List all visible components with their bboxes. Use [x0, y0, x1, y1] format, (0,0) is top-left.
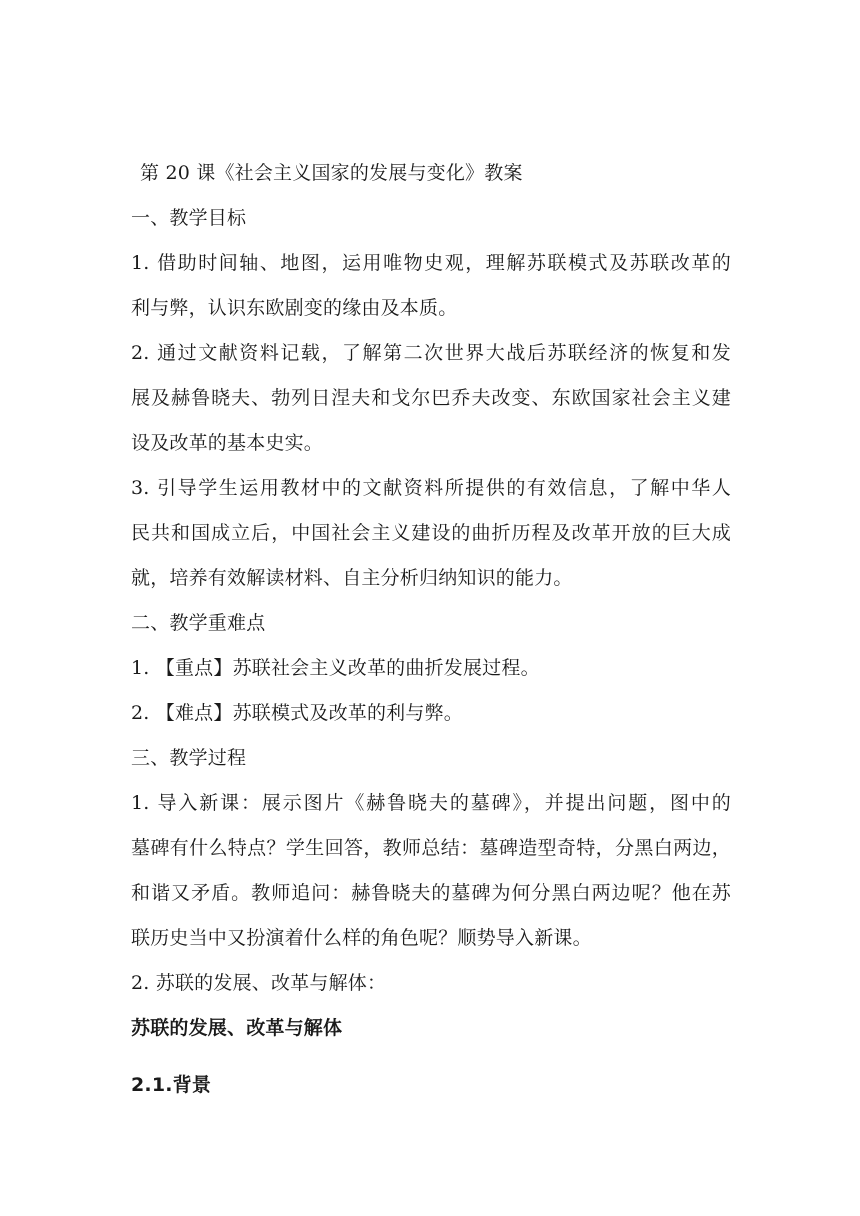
section-heading-objectives: 一、教学目标: [131, 207, 247, 229]
process-1-line-4: 联历史当中又扮演着什么样的角色呢？顺势导入新课。: [131, 927, 592, 949]
objective-2-line-3: 设及改革的基本史实。: [131, 432, 324, 454]
section-heading-key-points: 二、教学重难点: [131, 612, 266, 634]
process-2: 2. 苏联的发展、改革与解体：: [131, 972, 387, 994]
objective-1-line-1: 1. 借助时间轴、地图，运用唯物史观，理解苏联模式及苏联改革的: [131, 252, 731, 274]
objective-2-line-2: 展及赫鲁晓夫、勃列日涅夫和戈尔巴乔夫改变、东欧国家社会主义建: [131, 387, 731, 409]
process-1-line-3: 和谐又矛盾。教师追问：赫鲁晓夫的墓碑为何分黑白两边呢？他在苏: [131, 882, 731, 904]
objective-1-line-2: 利与弊，认识东欧剧变的缘由及本质。: [131, 297, 458, 319]
subsection-heading: 2.1.背景: [131, 1074, 212, 1096]
key-point-1: 1. 【重点】苏联社会主义改革的曲折发展过程。: [131, 657, 540, 679]
objective-3-line-1: 3. 引导学生运用教材中的文献资料所提供的有效信息，了解中华人: [131, 477, 731, 499]
key-point-2: 2. 【难点】苏联模式及改革的利与弊。: [131, 702, 463, 724]
subheading: 苏联的发展、改革与解体: [131, 1017, 343, 1039]
process-1-line-1: 1. 导入新课：展示图片《赫鲁晓夫的墓碑》，并提出问题，图中的: [131, 792, 731, 814]
process-1-line-2: 墓碑有什么特点？学生回答，教师总结：墓碑造型奇特，分黑白两边，: [131, 837, 731, 859]
objective-3-line-2: 民共和国成立后，中国社会主义建设的曲折历程及改革开放的巨大成: [131, 522, 731, 544]
objective-2-line-1: 2. 通过文献资料记载，了解第二次世界大战后苏联经济的恢复和发: [131, 342, 731, 364]
document-title: 第 20 课《社会主义国家的发展与变化》教案: [140, 162, 523, 184]
objective-3-line-3: 就，培养有效解读材料、自主分析归纳知识的能力。: [131, 567, 573, 589]
section-heading-process: 三、教学过程: [131, 747, 247, 769]
